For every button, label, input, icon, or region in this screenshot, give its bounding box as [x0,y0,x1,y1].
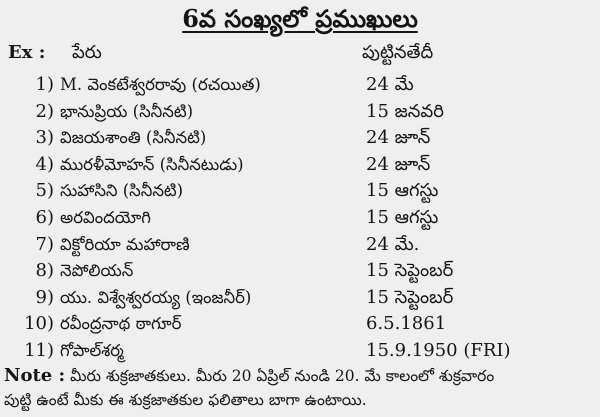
person-name: సుహాసిని (సినీనటి) [60,181,184,201]
note-paragraph [4,364,596,412]
birth-date: 24 మే [366,74,414,95]
page-title [0,4,600,34]
birth-date: 6.5.1861 [366,313,447,335]
name-column-header: పేరు [72,42,102,63]
person-name: భానుప్రియ (సినీనటి) [60,101,194,121]
note-line-2: పుట్టి ఉంటే మీకు ఈ శుక్రజాతకుల ఫలితాలు బాగా ఉంటాయి. [4,391,367,409]
list-item [0,232,600,259]
list-item [0,178,600,205]
row-number: 9) [35,286,54,308]
birth-date: 15 జనవరి [366,100,444,122]
person-name: నెపోలియన్ [60,261,134,281]
birthdate-column-header: పుట్టినతేదీ [362,42,434,63]
person-name: M. వెంకటేశ్వరరావు (రచయిత) [60,75,261,94]
row-number: 3) [35,127,54,149]
person-name: మురళీమోహన్ (సినీనటుడు) [60,154,244,174]
row-number: 6) [35,206,54,228]
list-item [0,205,600,232]
row-number: 7) [35,233,54,255]
person-name: విజయశాంతి (సినీనటి) [60,128,207,148]
person-name: యు. విశ్వేశ్వరయ్య (ఇంజనీర్) [60,287,252,307]
example-label: Ex : [8,42,46,63]
row-number: 8) [35,260,54,282]
list-item [0,285,600,312]
birth-date: 15 సెప్టెంబర్ [366,260,454,282]
row-number: 11) [24,339,54,361]
celebrity-list [0,72,600,365]
birth-date: 15 ఆగస్టు [366,206,439,228]
birth-date: 24 జూన్ [366,153,431,175]
page-title-text: 6వ సంఖ్యలో ప్రముఖులు [182,4,418,33]
list-item [0,99,600,126]
person-name: అరవిందయోగి [60,207,151,227]
list-item [0,72,600,99]
list-item [0,258,600,285]
person-name: రవీంద్రనాథ ఠాగూర్ [60,314,182,334]
birth-date: 15 సెప్టెంబర్ [366,286,454,308]
birth-date: 24 జూన్ [366,127,431,149]
birth-date: 15 ఆగస్టు [366,180,439,202]
row-number: 10) [24,313,54,335]
note-line-1: మీరు శుక్రజాతకులు. మీరు 20 ఏప్రిల్ నుండి 20. మే కాలంలో శుక్రవారం [70,367,495,385]
list-item [0,338,600,365]
row-number: 5) [35,180,54,202]
row-number: 1) [35,74,54,95]
list-item [0,311,600,338]
person-name: గోపాల్‌శర్మ [60,340,124,360]
row-number: 2) [35,100,54,122]
person-name: విక్టోరియా మహారాణి [60,234,190,254]
list-item [0,125,600,152]
note-label: Note : [4,365,66,386]
list-item [0,152,600,179]
row-number: 4) [35,153,54,175]
birth-date: 24 మే. [366,233,420,255]
birth-date: 15.9.1950 (FRI) [366,339,511,361]
